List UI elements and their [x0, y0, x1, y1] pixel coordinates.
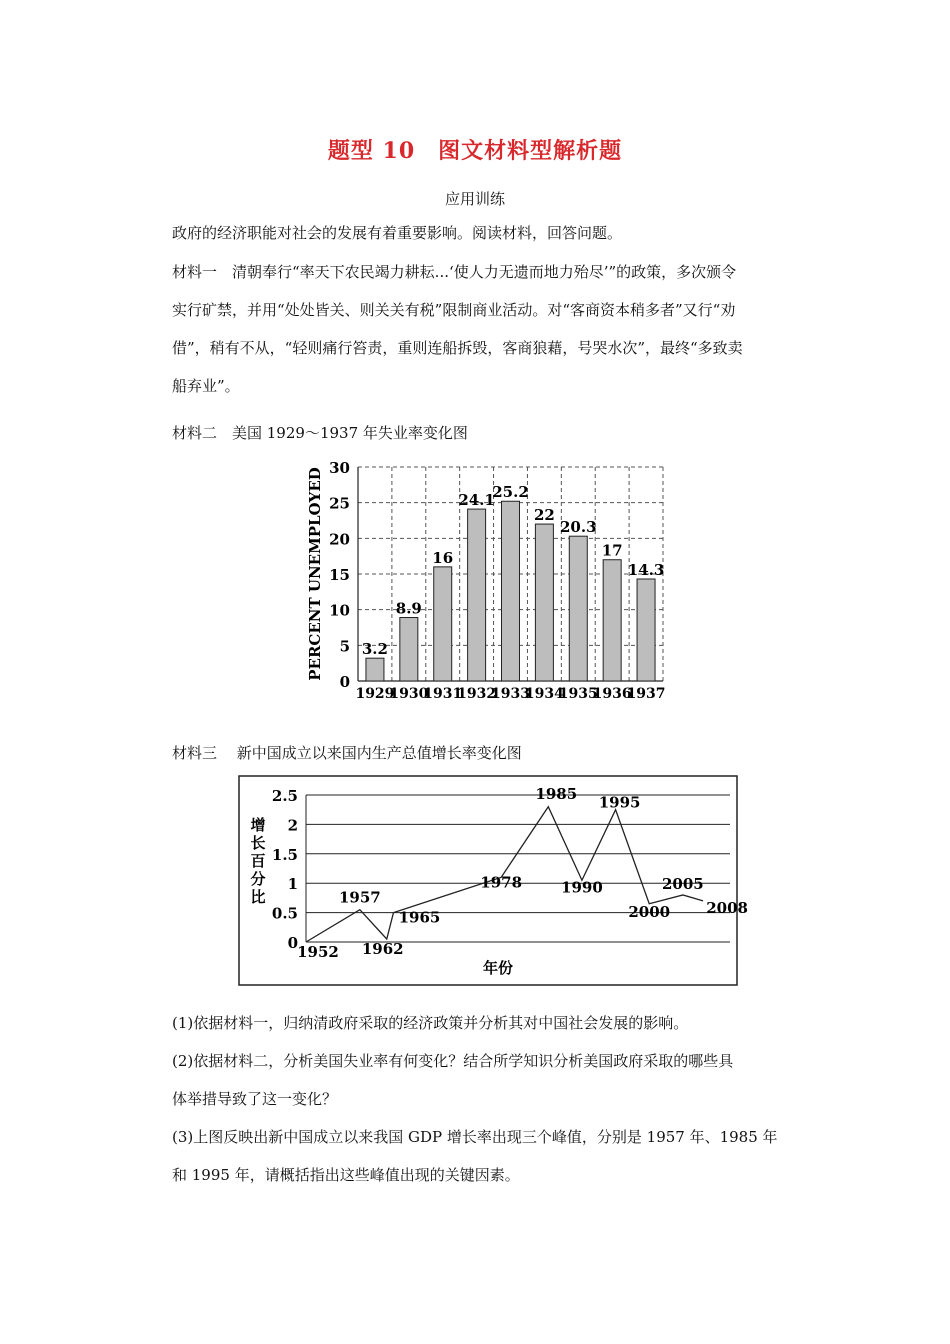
y-axis-label-char: 比 — [250, 888, 266, 906]
bar-value-label: 24.1 — [458, 491, 495, 510]
material1-line: 船弃业”。 — [172, 377, 240, 395]
intro-paragraph: 政府的经济职能对社会的发展有着重要影响。阅读材料，回答问题。 — [172, 224, 623, 242]
point-year-label: 1995 — [598, 793, 641, 812]
x-tick-label: 1937 — [626, 686, 666, 702]
y-axis-label: PERCENT UNEMPLOYED — [306, 467, 324, 681]
y-tick-label: 0 — [339, 673, 350, 691]
x-axis-label: 年份 — [482, 959, 514, 977]
bar-value-label: 16 — [432, 548, 454, 567]
material2-label: 材料二 美国 1929～1937 年失业率变化图 — [172, 424, 468, 442]
bar — [569, 536, 587, 681]
bar — [535, 524, 553, 681]
point-year-label: 1952 — [297, 943, 339, 961]
x-tick-label: 1929 — [355, 686, 395, 702]
point-year-label: 1990 — [561, 878, 603, 897]
point-year-label: 2008 — [706, 898, 748, 917]
x-tick-label: 1931 — [423, 686, 463, 702]
point-year-label: 2000 — [628, 902, 671, 921]
material3-label: 材料三 新中国成立以来国内生产总值增长率变化图 — [172, 744, 522, 762]
gdp-growth-line-chart — [238, 775, 748, 987]
y-axis-label-char: 增 — [250, 816, 266, 834]
question-2: (2)依据材料二，分析美国失业率有何变化？结合所学知识分析美国政府采取的哪些具 — [172, 1052, 734, 1070]
bar — [637, 579, 655, 681]
y-tick-label: 5 — [339, 637, 350, 656]
point-year-label: 1985 — [535, 784, 578, 803]
question-1: (1)依据材料一，归纳清政府采取的经济政策并分析其对中国社会发展的影响。 — [172, 1014, 689, 1032]
y-tick-label: 30 — [329, 459, 350, 477]
point-year-label: 1962 — [361, 940, 404, 959]
page-title: 题型 10 图文材料型解析题 — [327, 138, 623, 164]
bar — [603, 560, 621, 681]
point-year-label: 2005 — [662, 874, 704, 893]
point-year-label: 1957 — [338, 888, 381, 907]
question-3-cont: 和 1995 年，请概括指出这些峰值出现的关键因素。 — [172, 1166, 520, 1184]
point-year-label: 1965 — [398, 908, 441, 927]
unemployment-bar-chart — [298, 455, 678, 705]
bar — [366, 658, 384, 681]
material1-line: 借”，稍有不从，“轻则痛行笞责，重则连船拆毁，客商狼藉，号哭水次”，最终“多致卖 — [172, 339, 743, 357]
y-tick-label: 25 — [329, 494, 350, 513]
y-tick-label: 10 — [329, 601, 350, 620]
questions-block — [172, 1004, 808, 1194]
bar — [502, 501, 520, 681]
bar-value-label: 20.3 — [560, 518, 597, 537]
material1-paragraph — [172, 253, 808, 405]
bar-value-label: 17 — [601, 541, 623, 560]
x-tick-label: 1934 — [524, 686, 564, 702]
y-tick-label: 0 — [287, 934, 298, 952]
x-tick-label: 1932 — [457, 686, 497, 702]
x-tick-label: 1933 — [491, 686, 530, 702]
bar-value-label: 22 — [533, 506, 555, 525]
x-tick-label: 1930 — [389, 686, 429, 702]
y-tick-label: 20 — [329, 530, 350, 549]
question-3: (3)上图反映出新中国成立以来我国 GDP 增长率出现三个峰值，分别是 1957 年、1985 年 — [172, 1128, 778, 1146]
y-tick-label: 0.5 — [271, 904, 298, 923]
bar — [434, 567, 452, 681]
point-year-label: 1978 — [480, 873, 523, 892]
bar-value-label: 14.3 — [627, 560, 665, 579]
bar-value-label: 3.2 — [361, 640, 388, 659]
y-tick-label: 1 — [287, 875, 298, 894]
bar-value-label: 25.2 — [492, 483, 529, 502]
question-2-cont: 体举措导致了这一变化？ — [172, 1090, 338, 1108]
y-tick-label: 15 — [329, 566, 350, 584]
y-axis-label-char: 分 — [250, 870, 266, 888]
bar-value-label: 8.9 — [395, 599, 422, 618]
x-tick-label: 1935 — [558, 686, 598, 702]
material1-line: 材料一 清朝奉行“率天下农民竭力耕耘...‘使人力无遗而地力殆尽’”的政策，多次颁令 — [172, 263, 737, 281]
y-tick-label: 2 — [287, 816, 298, 835]
bar — [468, 509, 486, 681]
y-axis-label-char: 长 — [250, 834, 266, 852]
y-tick-label: 2.5 — [271, 787, 298, 805]
y-tick-label: 1.5 — [271, 845, 298, 864]
material1-line: 实行矿禁，并用“处处皆关、则关关有税”限制商业活动。对“客商资本稍多者”又行“劝 — [172, 301, 736, 319]
x-tick-label: 1936 — [592, 686, 632, 702]
section-subtitle: 应用训练 — [444, 190, 505, 208]
y-axis-label-char: 百 — [250, 852, 266, 870]
bar — [400, 618, 418, 681]
